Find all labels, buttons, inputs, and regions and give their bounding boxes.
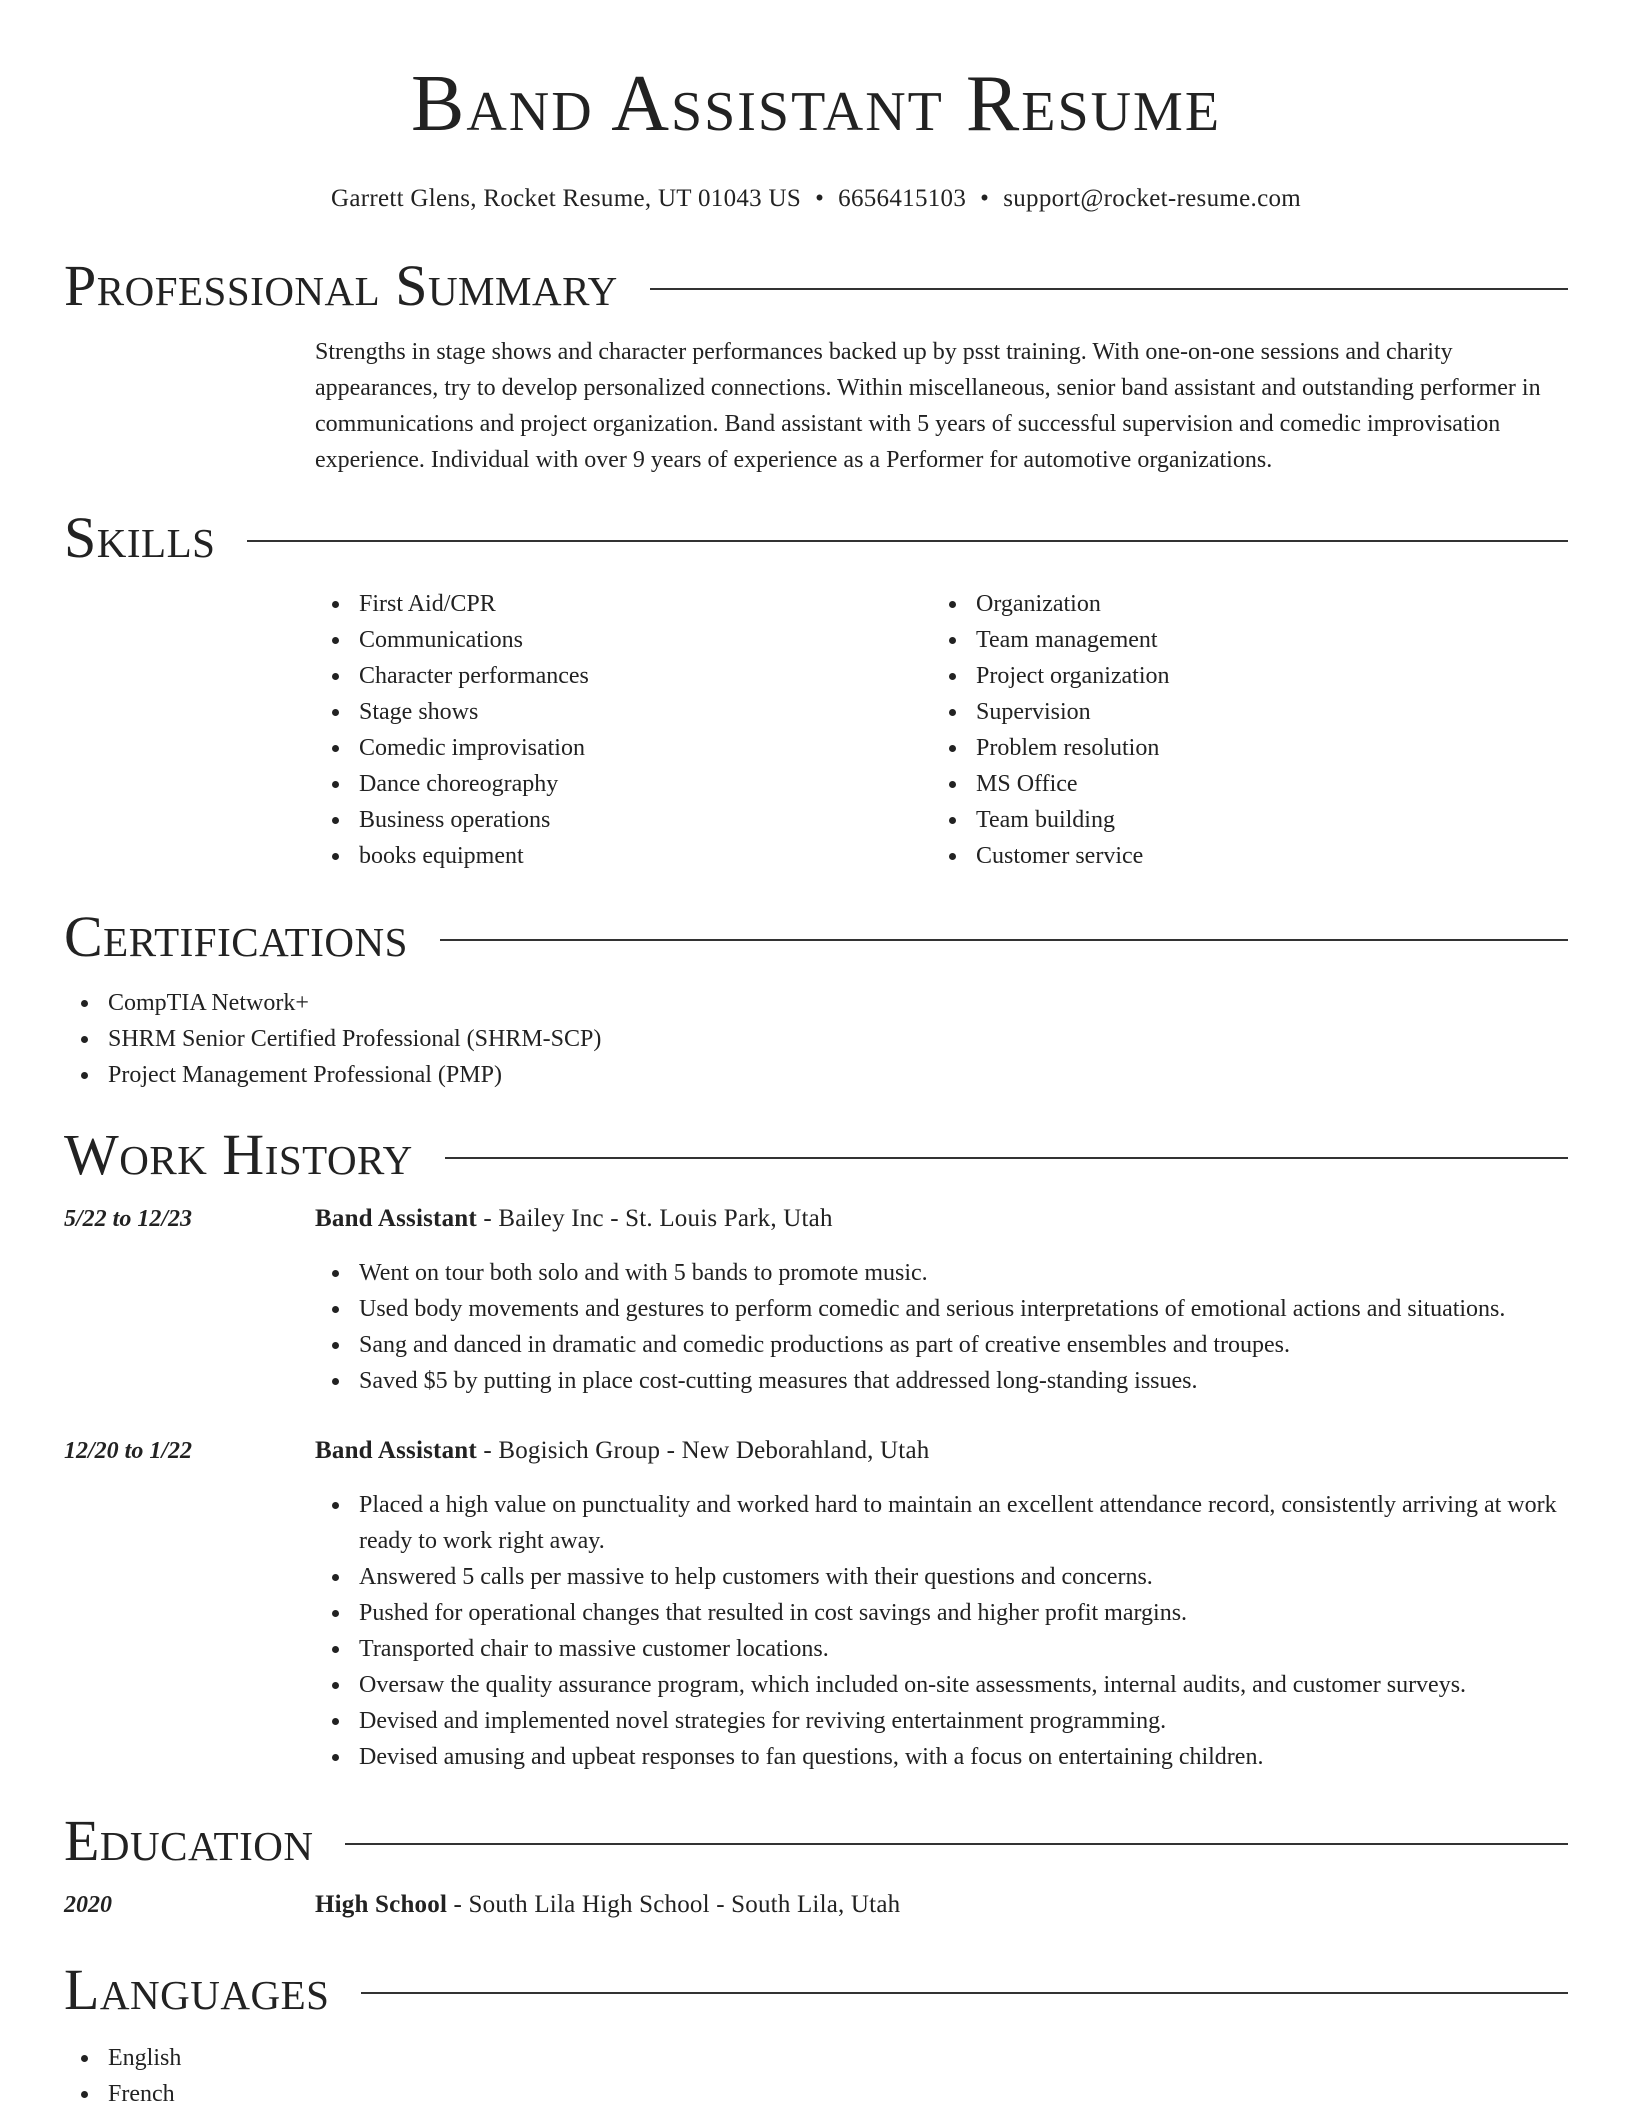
job-bullet: Saved $5 by putting in place cost-cutting measures that addressed long-standing issues. <box>315 1363 1568 1399</box>
skill-item: Organization <box>932 586 1549 622</box>
job-bullet: Went on tour both solo and with 5 bands to promote music. <box>315 1255 1568 1291</box>
education-details: - South Lila High School - South Lila, Utah <box>447 1891 901 1918</box>
job-bullet: Oversaw the quality assurance program, which included on-site assessments, internal audits, and customer surveys. <box>315 1667 1568 1703</box>
skill-item: Stage shows <box>315 694 932 730</box>
summary-heading: Professional Summary <box>64 253 618 318</box>
summary-text: Strengths in stage shows and character performances backed up by psst training. With one-on-one sessions and charity appearances, try to develop personalized connections. Within miscellaneous, senior band assistant and outstanding performer in communications and project organization. Band assistant with 5 years of successful supervision and comedic improvisation experience. Individual with over 9 years of experience as a Performer for automotive organizations. <box>315 339 1541 473</box>
skill-item: Project organization <box>932 658 1549 694</box>
skills-list-left <box>315 586 932 874</box>
summary-section <box>64 254 1568 478</box>
job-bullets <box>315 1487 1568 1775</box>
certifications-section <box>64 905 1568 1093</box>
work-history-section <box>64 1123 1568 1775</box>
skill-item: Team management <box>932 622 1549 658</box>
skills-heading-row <box>64 506 1568 570</box>
education-date: 2020 <box>64 1892 112 1918</box>
job-details: - Bogisich Group - New Deborahland, Utah <box>476 1437 930 1464</box>
skills-grid <box>315 586 1568 874</box>
job-bullet: Devised amusing and upbeat responses to fan questions, with a focus on entertaining children. <box>315 1739 1568 1775</box>
languages-list <box>64 2040 1568 2112</box>
job-dates: 12/20 to 1/22 <box>64 1438 193 1464</box>
skill-item: First Aid/CPR <box>315 586 932 622</box>
skills-heading: Skills <box>64 505 216 570</box>
job-heading <box>315 1201 1568 1237</box>
languages-heading: Languages <box>64 1957 330 2022</box>
work-history-heading: Work History <box>64 1122 413 1187</box>
resume-page <box>64 0 1568 2107</box>
summary-heading-row <box>64 254 1568 318</box>
resume-title: Band Assistant Resume <box>410 60 1222 148</box>
job-bullet: Transported chair to massive customer locations. <box>315 1631 1568 1667</box>
contact-line <box>64 184 1568 214</box>
job-bullets <box>315 1255 1568 1399</box>
skill-item: Team building <box>932 802 1549 838</box>
skill-item: books equipment <box>315 838 932 874</box>
certification-item: CompTIA Network+ <box>64 985 1568 1021</box>
education-heading: Education <box>64 1808 314 1873</box>
contact-email: support@rocket-resume.com <box>1003 185 1302 212</box>
section-divider <box>650 288 1568 290</box>
education-heading-row <box>64 1809 1568 1873</box>
job-title: Band Assistant <box>315 1437 477 1464</box>
section-divider <box>445 1157 1568 1159</box>
skill-item: Dance choreography <box>315 766 932 802</box>
skills-list-right <box>932 586 1549 874</box>
education-section <box>64 1809 1568 1923</box>
section-divider <box>247 540 1568 542</box>
contact-phone: 6656415103 <box>838 185 967 212</box>
job-entry <box>64 1433 1568 1775</box>
job-title: Band Assistant <box>315 1205 477 1232</box>
contact-separator: • <box>980 185 990 212</box>
certification-item: SHRM Senior Certified Professional (SHRM-SCP) <box>64 1021 1568 1057</box>
skill-item: Communications <box>315 622 932 658</box>
languages-heading-row <box>64 1958 1568 2022</box>
certification-item: Project Management Professional (PMP) <box>64 1057 1568 1093</box>
certifications-heading: Certifications <box>64 904 408 969</box>
skill-item: Problem resolution <box>932 730 1549 766</box>
contact-address: Garrett Glens, Rocket Resume, UT 01043 US <box>330 185 802 212</box>
language-item: French <box>64 2076 1568 2112</box>
languages-section <box>64 1958 1568 2112</box>
job-entry <box>64 1201 1568 1399</box>
skill-item: Comedic improvisation <box>315 730 932 766</box>
contact-separator: • <box>815 185 825 212</box>
work-heading-row <box>64 1123 1568 1187</box>
job-heading <box>315 1433 1568 1469</box>
education-heading-line <box>315 1887 1568 1923</box>
skill-item: Supervision <box>932 694 1549 730</box>
job-bullet: Placed a high value on punctuality and worked hard to maintain an excellent attendance record, consistently arriving at work ready to work right away. <box>315 1487 1568 1559</box>
job-bullet: Used body movements and gestures to perform comedic and serious interpretations of emotional actions and situations. <box>315 1291 1568 1327</box>
section-divider <box>345 1843 1568 1845</box>
job-bullet: Devised and implemented novel strategies for reviving entertainment programming. <box>315 1703 1568 1739</box>
job-bullet: Pushed for operational changes that resulted in cost savings and higher profit margins. <box>315 1595 1568 1631</box>
skill-item: Character performances <box>315 658 932 694</box>
skills-section <box>64 506 1568 874</box>
certifications-list <box>64 985 1568 1093</box>
job-details: - Bailey Inc - St. Louis Park, Utah <box>476 1205 833 1232</box>
certifications-heading-row <box>64 905 1568 969</box>
job-bullet: Answered 5 calls per massive to help customers with their questions and concerns. <box>315 1559 1568 1595</box>
skill-item: Business operations <box>315 802 932 838</box>
education-entry <box>64 1887 1568 1923</box>
skill-item: MS Office <box>932 766 1549 802</box>
job-dates: 5/22 to 12/23 <box>64 1206 193 1232</box>
section-divider <box>361 1992 1568 1994</box>
skill-item: Customer service <box>932 838 1549 874</box>
education-degree: High School <box>315 1891 448 1918</box>
job-bullet: Sang and danced in dramatic and comedic productions as part of creative ensembles and troupes. <box>315 1327 1568 1363</box>
section-divider <box>440 939 1568 941</box>
language-item: English <box>64 2040 1568 2076</box>
